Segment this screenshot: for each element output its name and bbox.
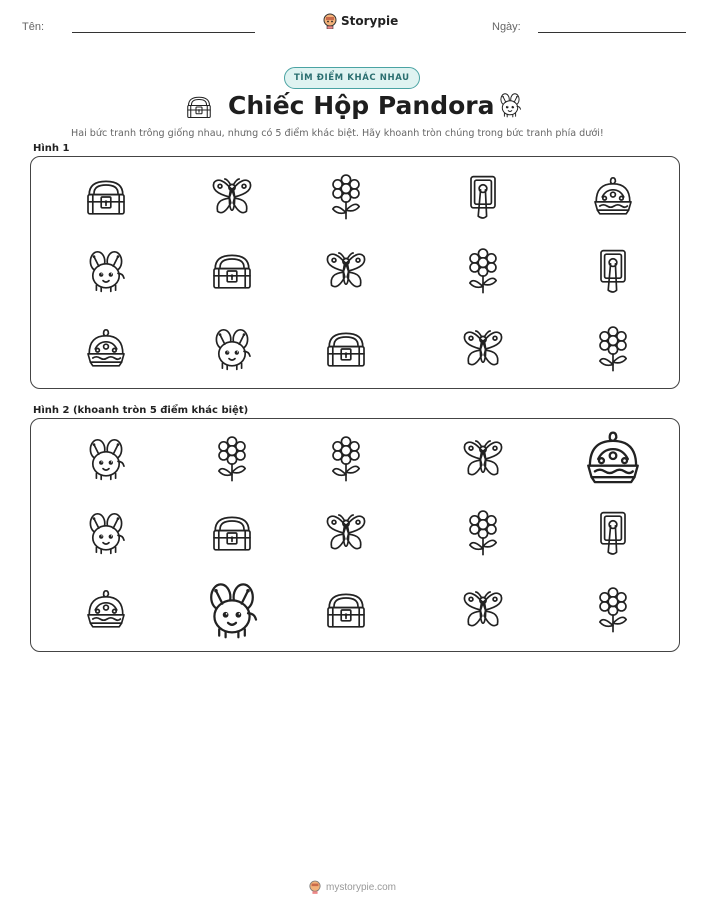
title-chest-icon [184,92,214,126]
bee-icon[interactable] [200,578,264,642]
treasure-chest-icon [208,247,256,295]
brand-logo [323,13,398,29]
flower-icon [459,247,507,295]
flower-icon[interactable] [459,509,507,557]
lever-icon[interactable] [589,509,637,557]
picture2-label: Hình 2 (khoanh tròn 5 điểm khác biệt) [33,405,249,416]
bee-icon[interactable] [82,435,130,483]
jewel-box-icon [589,173,637,221]
footer [309,880,396,894]
jewel-box-icon [82,325,130,373]
flower-icon[interactable] [208,435,256,483]
bee-icon[interactable] [82,509,130,557]
flower-icon [589,325,637,373]
jewel-box-icon[interactable] [580,426,646,492]
butterfly-icon [322,247,370,295]
butterfly-icon[interactable] [459,435,507,483]
butterfly-icon [459,325,507,373]
name-field[interactable] [72,32,255,33]
page-title: Chiếc Hộp Pandora [228,91,495,120]
butterfly-icon [208,173,256,221]
treasure-chest-icon [82,173,130,221]
picture1-label: Hình 1 [33,143,70,154]
footer-site[interactable]: mystorypie.com [326,881,397,893]
butterfly-icon[interactable] [322,509,370,557]
bee-icon [82,247,130,295]
flower-icon[interactable] [589,586,637,634]
lever-icon [459,173,507,221]
lever-icon [589,247,637,295]
date-label: Ngày: [492,21,521,33]
flower-icon [322,173,370,221]
butterfly-icon[interactable] [459,586,507,634]
treasure-chest-icon [322,325,370,373]
jewel-box-icon[interactable] [82,586,130,634]
brand-name: Storypie [341,14,399,28]
instructions: Hai bức tranh trông giống nhau, nhưng có 5 điểm khác biệt. Hãy khoanh tròn chúng trong bức tranh phía dưới! [71,128,604,139]
date-field[interactable] [538,32,686,33]
flower-icon[interactable] [322,435,370,483]
activity-badge: TÌM ĐIỂM KHÁC NHAU [284,67,420,89]
treasure-chest-icon[interactable] [322,586,370,634]
treasure-chest-icon[interactable] [208,509,256,557]
storypie-mascot-icon [323,13,337,29]
storypie-mascot-icon [309,880,321,894]
title-bee-icon [496,90,524,124]
name-label: Tên: [22,21,45,33]
bee-icon [208,325,256,373]
